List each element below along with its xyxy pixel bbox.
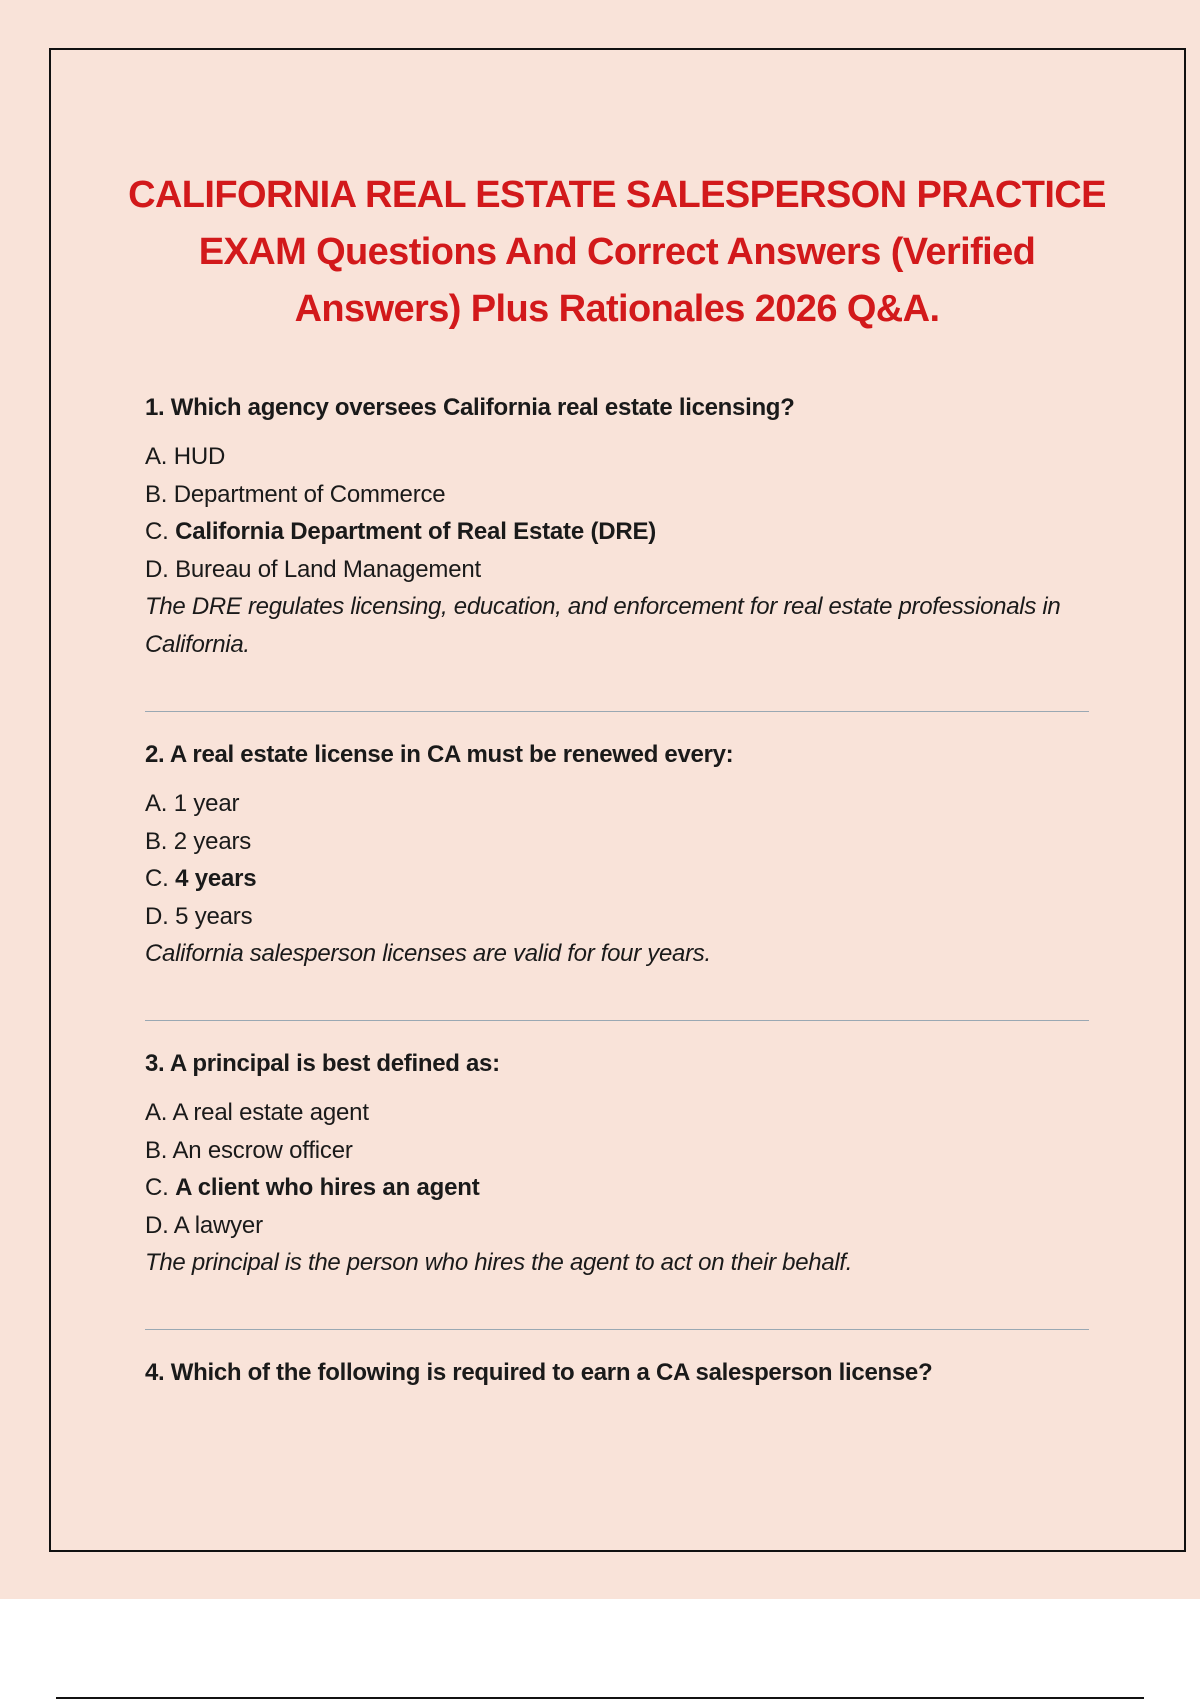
- option-letter: D.: [145, 555, 169, 583]
- option-a: [145, 785, 1089, 823]
- option-c-correct: [145, 1169, 1089, 1207]
- option-c-correct: [145, 513, 1089, 551]
- option-letter: A.: [145, 790, 168, 817]
- option-a: [145, 438, 1089, 476]
- option-text: Department of Commerce: [173, 480, 446, 508]
- option-b: [145, 476, 1089, 514]
- option-text: An escrow officer: [172, 1136, 353, 1164]
- option-letter: B.: [145, 480, 168, 508]
- question-text: 1. Which agency oversees California real estate licensing?: [145, 394, 795, 421]
- option-text: A lawyer: [173, 1211, 263, 1239]
- option-letter: C.: [145, 1174, 169, 1201]
- rationale-text: The DRE regulates licensing, education, and enforcement for real estate professionals in California.: [145, 593, 1061, 658]
- option-b: [145, 823, 1089, 861]
- option-letter: A.: [145, 1099, 168, 1126]
- correct-answer-text: California Department of Real Estate (DRE): [175, 518, 657, 545]
- option-text: 1 year: [173, 790, 240, 817]
- correct-answer-text: A client who hires an agent: [175, 1174, 480, 1201]
- question-divider: [145, 711, 1089, 712]
- options-list: [145, 1094, 1089, 1244]
- rationale-text: California salesperson licenses are valid for four years.: [145, 940, 711, 967]
- option-text: Bureau of Land Management: [175, 555, 481, 583]
- question-block-3: [145, 1042, 1089, 1282]
- question-text: 4. Which of the following is required to earn a CA salesperson license?: [145, 1359, 933, 1386]
- option-letter: B.: [145, 1136, 168, 1164]
- question-text: 3. A principal is best defined as:: [145, 1050, 500, 1077]
- rationale-text: The principal is the person who hires the agent to act on their behalf.: [145, 1249, 853, 1276]
- question-block-4: [145, 1351, 1089, 1403]
- option-d: [145, 1207, 1089, 1245]
- option-c-correct: [145, 860, 1089, 898]
- option-letter: C.: [145, 518, 169, 545]
- question-block-1: [145, 386, 1089, 663]
- question-text: 2. A real estate license in CA must be renewed every:: [145, 741, 734, 768]
- options-list: [145, 785, 1089, 935]
- correct-answer-text: 4 years: [175, 865, 257, 892]
- option-text: 2 years: [173, 827, 252, 855]
- option-letter: D.: [145, 902, 169, 930]
- option-d: [145, 551, 1089, 589]
- option-b: [145, 1132, 1089, 1170]
- option-a: [145, 1094, 1089, 1132]
- document-title: CALIFORNIA REAL ESTATE SALESPERSON PRACTICE EXAM Questions And Correct Answers (Verified Answers) Plus Rationales 2026 Q&A.: [128, 174, 1106, 331]
- options-list: [145, 438, 1089, 588]
- option-letter: B.: [145, 827, 168, 855]
- option-text: A real estate agent: [172, 1099, 369, 1126]
- option-text: HUD: [173, 443, 226, 470]
- option-text: 5 years: [175, 902, 253, 930]
- option-letter: D.: [145, 1211, 169, 1239]
- option-letter: A.: [145, 443, 168, 470]
- question-block-2: [145, 733, 1089, 973]
- option-letter: C.: [145, 865, 169, 892]
- question-divider: [145, 1020, 1089, 1021]
- question-divider: [145, 1329, 1089, 1330]
- footer-rule: [56, 1697, 1144, 1699]
- option-d: [145, 898, 1089, 936]
